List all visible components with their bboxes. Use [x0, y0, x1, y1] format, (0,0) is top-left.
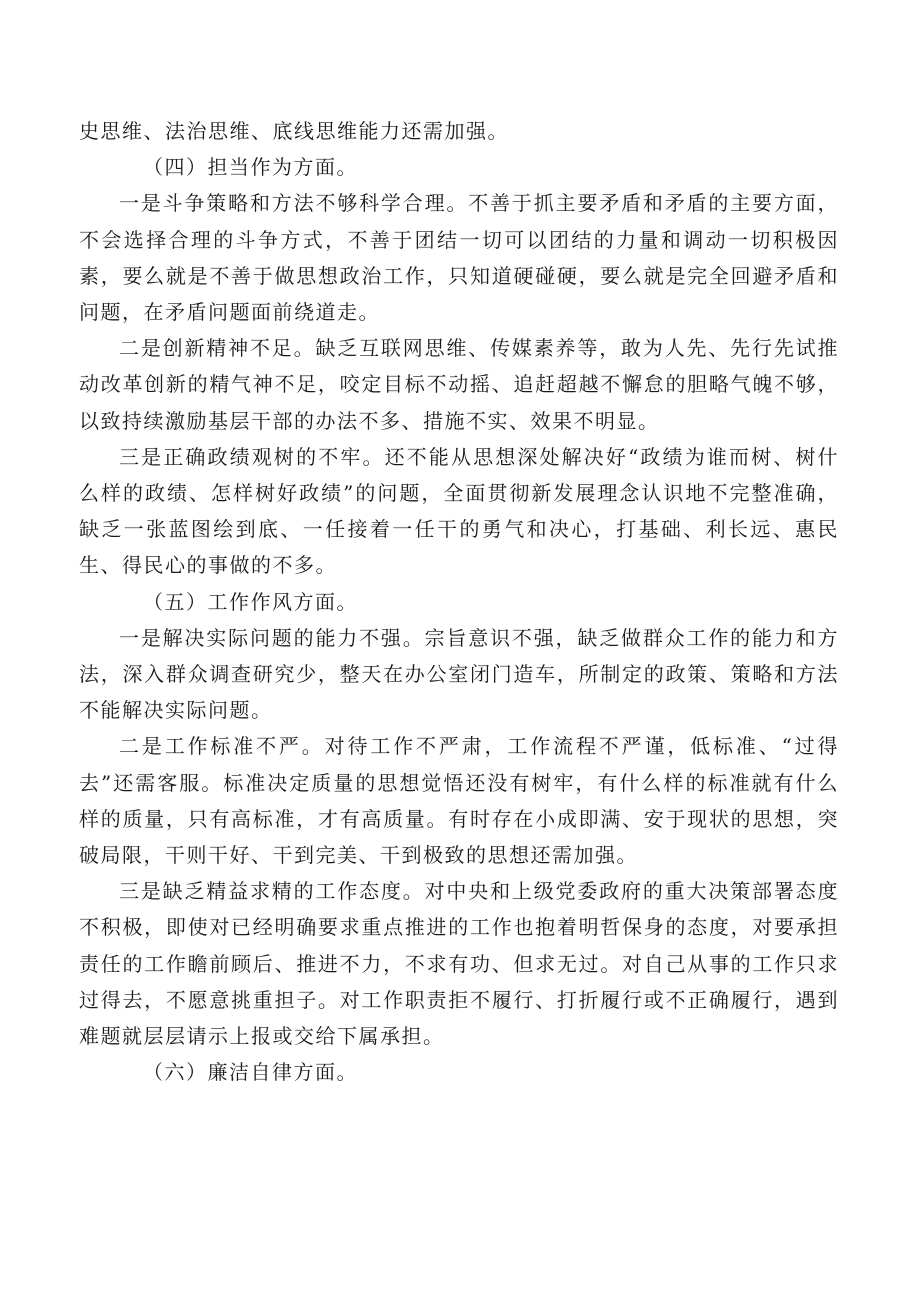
- paragraph-struggle-strategy: 一是斗争策略和方法不够科学合理。不善于抓主要矛盾和矛盾的主要方面，不会选择合理的斗争方式，不善于团结一切可以团结的力量和调动一切积极因素，要么就是不善于做思想政治工作，只知道硬碰硬，要么就是完全回避矛盾和问题，在矛盾问题面前绕道走。: [79, 191, 839, 325]
- paragraph-continuation: 史思维、法治思维、底线思维能力还需加强。: [79, 119, 509, 143]
- section-heading-five: （五）工作作风方面。: [143, 589, 358, 614]
- paragraph-innovation: 二是创新精神不足。缺乏互联网思维、传媒素养等，敢为人先、先行先试推动改革创新的精气神不足，咬定目标不动摇、追赶超越不懈怠的胆略气魄不够，以致持续激励基层干部的办法不多、措施不实、效果不明显。: [79, 336, 839, 433]
- paragraph-practical-problems: 一是解决实际问题的能力不强。宗旨意识不强，缺乏做群众工作的能力和方法，深入群众调查研究少，整天在办公室闭门造车，所制定的政策、策略和方法不能解决实际问题。: [79, 625, 839, 723]
- paragraph-work-attitude: 三是缺乏精益求精的工作态度。对中央和上级党委政府的重大决策部署态度不积极，即使对已经明确要求重点推进的工作也抱着明哲保身的态度，对要承担责任的工作瞻前顾后、推进不力，不求有功、但求无过。对自己从事的工作只求过得去，不愿意挑重担子。对工作职责拒不履行、打折履行或不正确履行，遇到难题就层层请示上报或交给下属承担。: [79, 879, 839, 1049]
- section-heading-six: （六）廉洁自律方面。: [143, 1060, 358, 1085]
- document-body: [79, 113, 839, 1090]
- paragraph-work-standards: 二是工作标准不严。对待工作不严肃，工作流程不严谨，低标准、“过得去”还需客服。标准决定质量的思想觉悟还没有树牢，有什么样的标准就有什么样的质量，只有高标准，才有高质量。有时存在小成即满、安于现状的思想，突破局限，干则干好、干到完美、干到极致的思想还需加强。: [79, 734, 839, 868]
- section-heading-four: （四）担当作为方面。: [143, 155, 358, 180]
- paragraph-achievement-view: 三是正确政绩观树的不牢。还不能从思想深处解决好“政绩为谁而树、树什么样的政绩、怎样树好政绩”的问题，全面贯彻新发展理念认识地不完整准确，缺乏一张蓝图绘到底、一任接着一任干的勇气和决心，打基础、利长远、惠民生、得民心的事做的不多。: [79, 444, 839, 578]
